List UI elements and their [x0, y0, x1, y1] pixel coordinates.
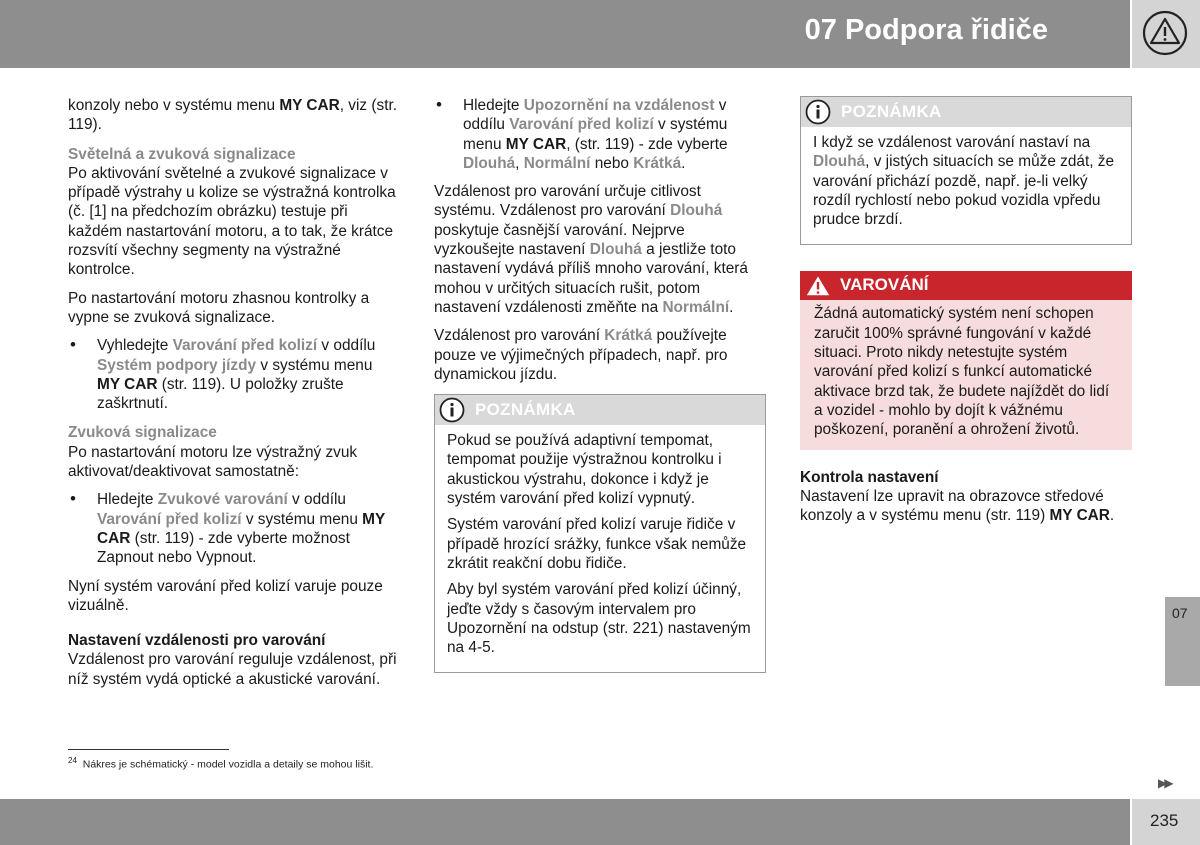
paragraph: Nyní systém varování před kolizí varuje pouze vizuálně. — [68, 577, 383, 614]
note-body — [801, 127, 1131, 244]
column-3 — [800, 96, 1132, 534]
page-number-box — [1132, 799, 1200, 845]
warning-body — [800, 300, 1132, 449]
note-paragraph: Pokud se používá adaptivní tempomat, tempomat použije výstražnou kontrolku i akustickou výstrahu, dokonce i když je systém varování před kolizí vypnutý. — [447, 432, 722, 508]
info-icon — [439, 397, 465, 423]
subheading-light-sound: Světelná a zvuková signalizace — [68, 145, 296, 163]
warning-triangle-icon — [804, 273, 832, 298]
column-2 — [434, 96, 766, 673]
warning-header — [800, 271, 1132, 300]
note-paragraph: I když se vzdálenost varování nastaví na Dlouhá, v jistých situacích se může zdát, že varování přichází pozdě, např. je-li velký rozdíl rychlostí nebo pokud vozidla vpředu prudce brzdí. — [813, 134, 1115, 229]
footnote-number: 24 — [68, 756, 77, 765]
chapter-side-tab[interactable] — [1165, 597, 1200, 686]
paragraph: Vzdálenost pro varování reguluje vzdálenost, při níž systém vydá optické a akustické varování. — [68, 651, 397, 688]
warning-box — [800, 271, 1132, 449]
note-paragraph: Aby byl systém varování před kolizí účinný, jeďte vždy s časovým intervalem pro Upozornění na odstup (str. 221) nastaveným na 4-5. — [447, 581, 751, 657]
footnote-text: Nákres je schématický - model vozidla a detaily se mohou lišit. — [82, 758, 374, 771]
bullet-icon: • — [70, 489, 76, 509]
note-box — [434, 394, 766, 673]
chapter-title: 07 Podpora řidiče — [804, 14, 1048, 46]
column-1 — [68, 96, 398, 698]
note-box — [800, 96, 1132, 245]
paragraph: konzoly nebo v systému menu MY CAR, viz (str. 119). — [68, 97, 398, 134]
note-header — [801, 97, 1131, 127]
info-icon — [805, 99, 831, 125]
paragraph: Po aktivování světelné a zvukové signalizace v případě výstrahy u kolize se výstražná kontrolka (č. [1] na předchozím obrázku) testuje při každém nastartování motoru, a to tak, že krátce rozsvítí všechny segmenty na výstražné kontrolce. — [68, 164, 396, 279]
paragraph: Vzdálenost pro varování Krátká používejte pouze ve výjimečných případech, např. pro dynamickou jízdu. — [434, 327, 728, 383]
heading-distance-setting: Nastavení vzdálenosti pro varování — [68, 632, 326, 650]
header-icon-box — [1132, 0, 1200, 68]
list-item: • Vyhledejte Varování před kolizí v oddílu Systém podpory jízdy v systému menu MY CAR (str. 119). U položky zrušte zaškrtnutí. — [70, 335, 376, 413]
note-header — [435, 395, 765, 425]
footnote-divider — [68, 749, 229, 750]
heading-check-settings: Kontrola nastavení — [800, 468, 939, 486]
side-tab-label: 07 — [1172, 605, 1188, 621]
page-number: 235 — [1150, 811, 1179, 830]
bullet-icon: • — [70, 335, 76, 355]
warning-triangle-icon — [1142, 10, 1188, 56]
paragraph: Po nastartování motoru lze výstražný zvuk aktivovat/deaktivovat samostatně: — [68, 443, 358, 481]
list-item: • Hledejte Zvukové varování v oddílu Varování před kolizí v systému menu MY CAR (str. 119) - zde vyberte možnost Zapnout nebo Vypnout. — [70, 489, 385, 567]
paragraph: Vzdálenost pro varování určuje citlivost systému. Vzdálenost pro varování Dlouhá poskytuje časnější varování. Nejprve vyzkoušejte nastavení Dlouhá a jestliže toto nastavení vydává příliš mnoho varování, která mohou v určitých situacích rušit, potom nastavení vzdálenosti změňte na Normální. — [434, 183, 748, 316]
bullet-icon: • — [436, 95, 442, 114]
warning-text: Žádná automatický systém není schopen zaručit 100% správné fungování v každé situaci. Proto nikdy netestujte systém varování před kolizí s funkcí automatické aktivace brzd tak, že budete najíždět do lidí a vozidel - mohlo by dojít k vážnému poškození, poranění a ohrožení životů. — [814, 305, 1110, 439]
subheading-sound: Zvuková signalizace — [68, 424, 217, 442]
warning-label: VAROVÁNÍ — [840, 275, 929, 295]
double-arrow-icon: ▶▶ — [1158, 776, 1171, 790]
footnote — [68, 756, 373, 771]
header-bar — [0, 0, 1130, 68]
note-body — [435, 425, 765, 672]
paragraph: Po nastartování motoru zhasnou kontrolky a vypne se zvuková signalizace. — [68, 289, 370, 326]
note-label: POZNÁMKA — [841, 102, 942, 121]
note-paragraph: Systém varování před kolizí varuje řidiče v případě hrozící srážky, funkce však nemůže zkrátit reakční dobu řidiče. — [447, 516, 747, 572]
note-label: POZNÁMKA — [475, 400, 576, 420]
paragraph: Nastavení lze upravit na obrazovce středové konzoly a v systému menu (str. 119) MY CAR. — [800, 487, 1115, 525]
footer-bar — [0, 799, 1130, 845]
list-item: • Hledejte Upozornění na vzdálenost v oddílu Varování před kolizí v systému menu MY CAR, (str. 119) - zde vyberte Dlouhá, Normální nebo Krátká. — [436, 95, 728, 172]
